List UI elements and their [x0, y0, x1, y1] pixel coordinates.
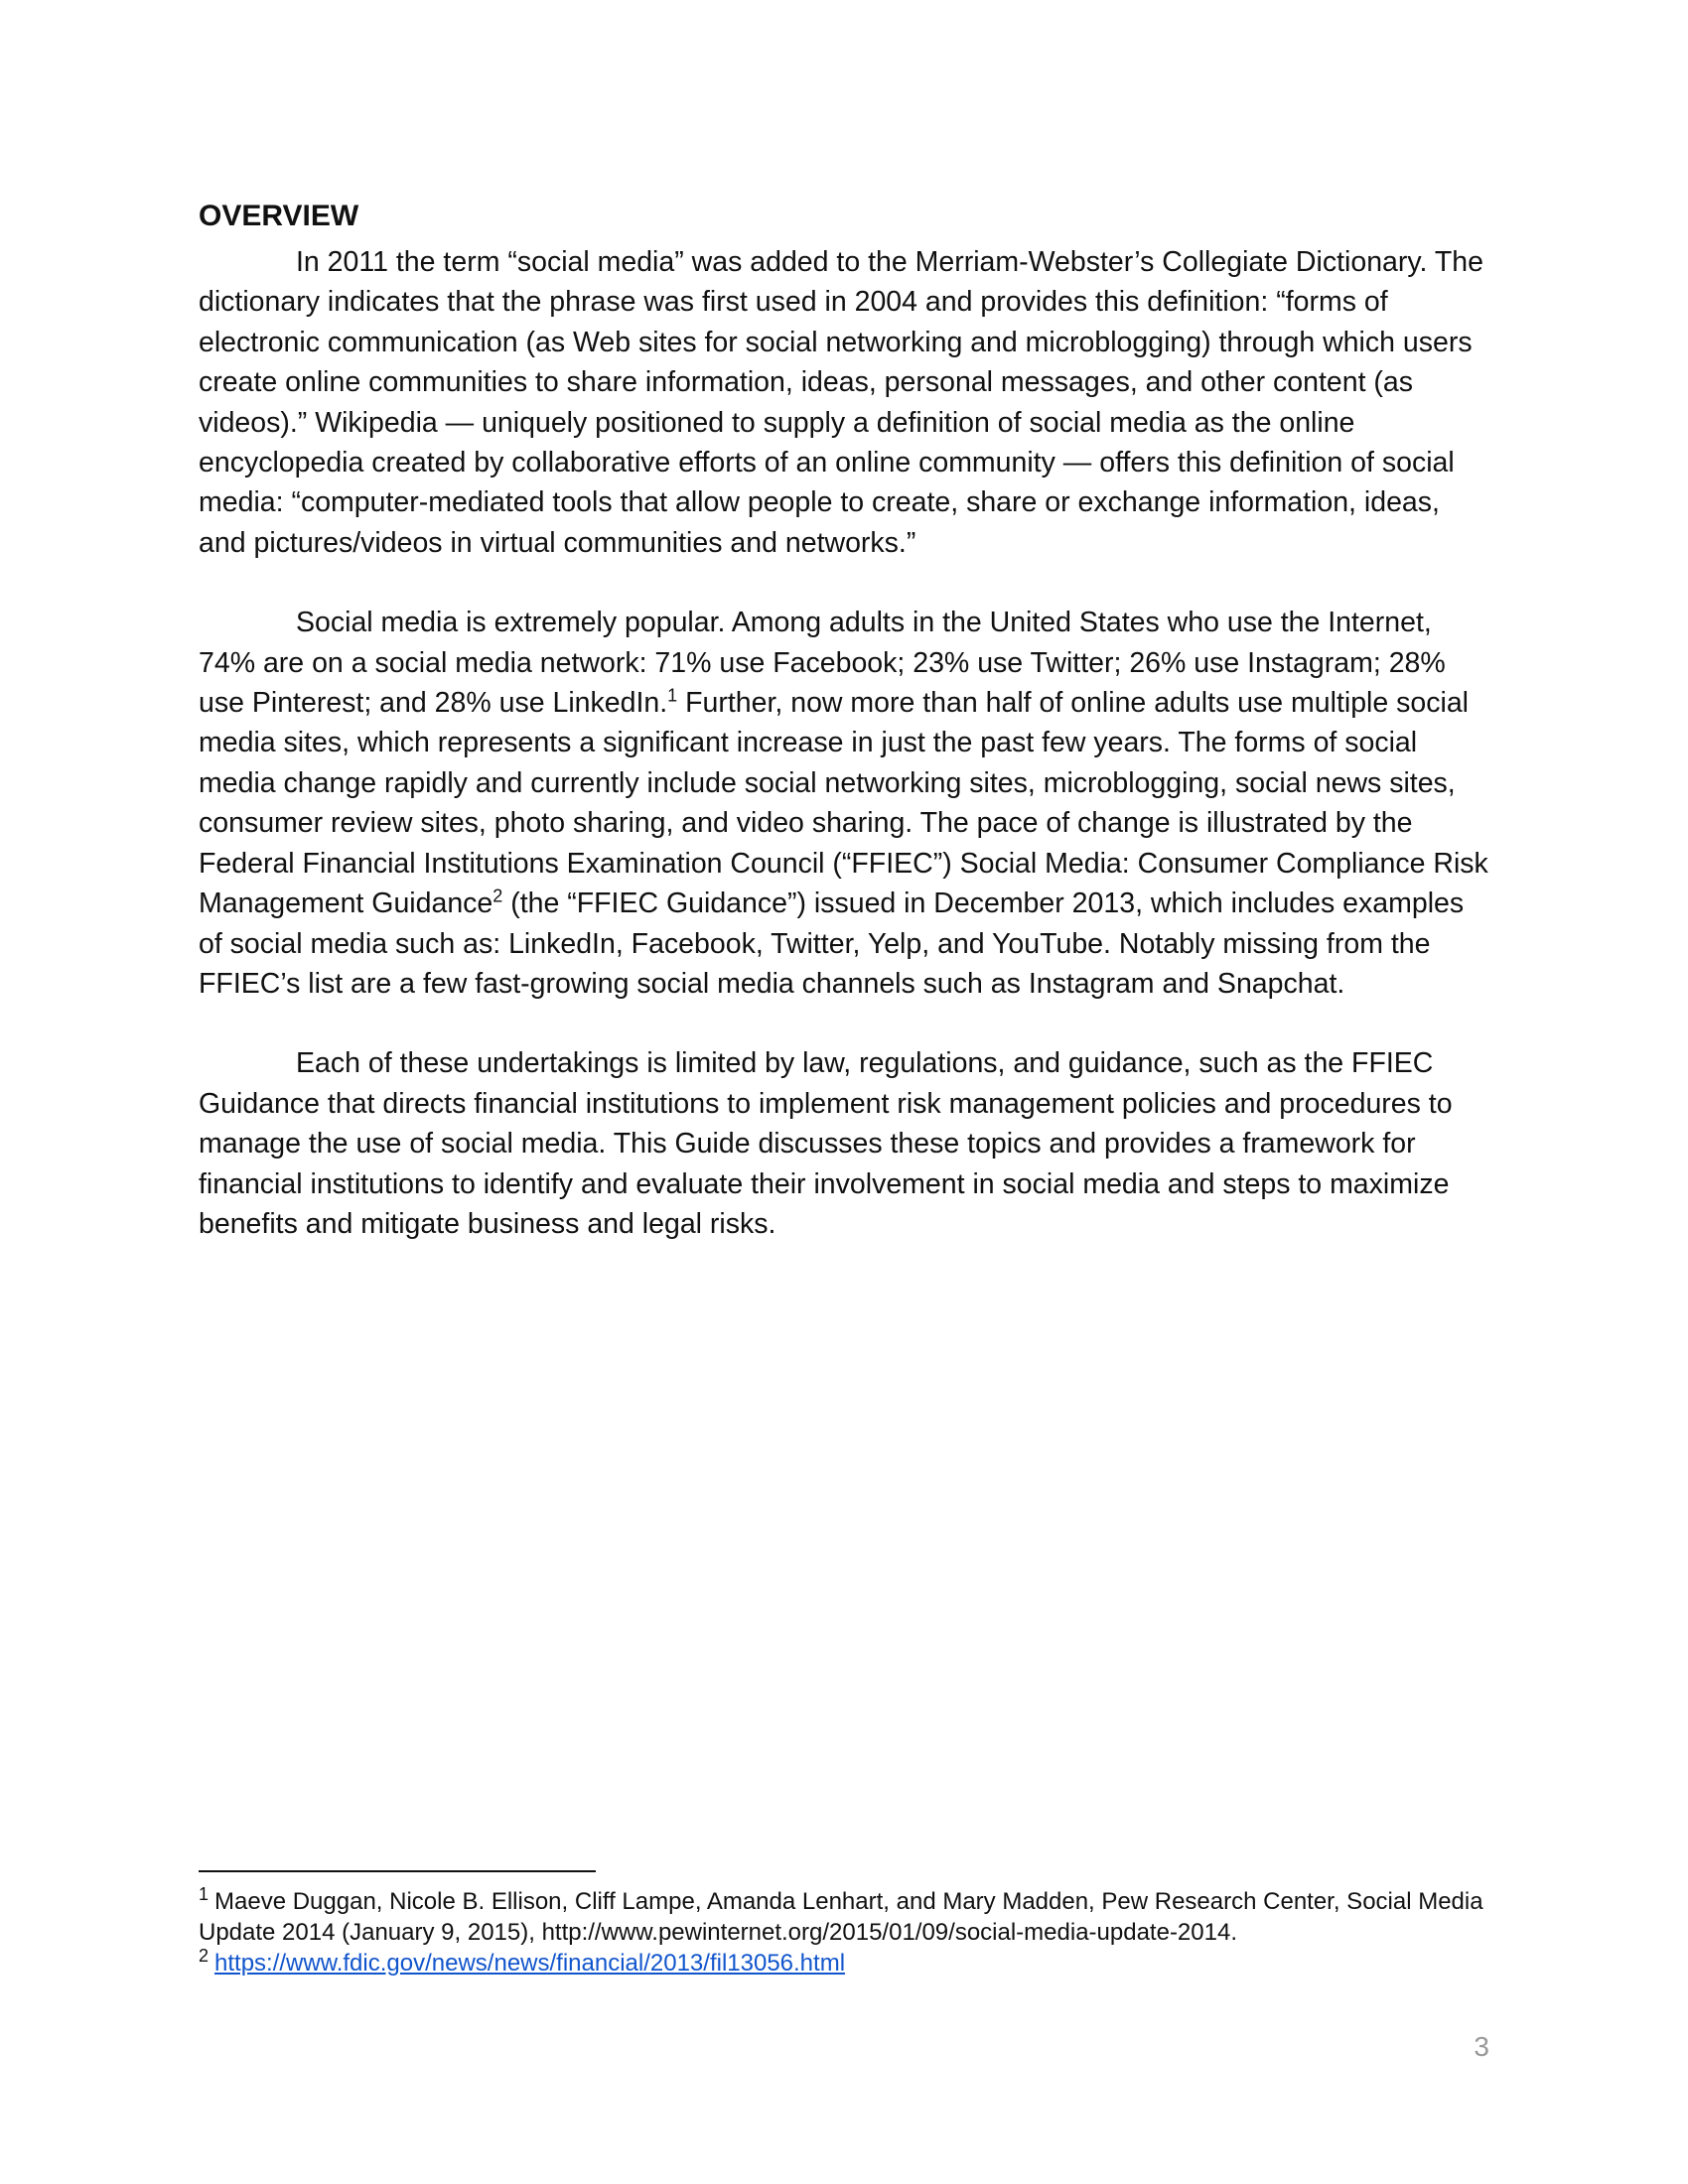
paragraph-popularity-part-a: Social media is extremely popular. Among adults in the United States who use the Internet, 74% are on a social media network: 71% use Facebook; 23% use Twitter; 26% use Instagram; 28% use Pinterest; and 28% use LinkedIn. — [199, 607, 1446, 720]
page-number: 3 — [1474, 2031, 1489, 2062]
paragraph-popularity-part-b: Further, now more than half of online adults use multiple social media sites, which represents a significant increase in just the past few years. The forms of social media change rapidly and currently include social networking sites, microblogging, social news sites, consumer review sites, photo sharing, and video sharing. The pace of change is illustrated by the Federal Financial Institutions Examination Council (“FFIEC”) Social Media: Consumer Compliance Risk Management Guidance — [199, 687, 1488, 920]
footnote-ref-1[interactable]: 1 — [667, 685, 678, 706]
footnote-ref-2[interactable]: 2 — [492, 886, 503, 906]
paragraph-popularity-part-c: (the “FFIEC Guidance”) issued in December 2013, which includes examples of social media such as: LinkedIn, Facebook, Twitter, Yelp, and YouTube. Notably missing from the FFIEC’s list are a few fast-growing social media channels such as Instagram and Snapchat. — [199, 887, 1465, 1000]
footnote-2 — [199, 1948, 1489, 1979]
footnote-1 — [199, 1886, 1489, 1948]
footnote-divider — [199, 1870, 596, 1872]
footnote-link[interactable]: https://www.fdic.gov/news/news/financial/2013/fil13056.html — [214, 1950, 846, 1977]
paragraph-definition: In 2011 the term “social media” was added to the Merriam-Webster’s Collegiate Dictionary. The dictionary indicates that the phrase was first used in 2004 and provides this definition: “forms of electronic communication (as Web sites for social networking and microblogging) through which users create online communities to share information, ideas, personal messages, and other content (as videos).” Wikipedia — uniquely positioned to supply a definition of social media as the online encyclopedia created by collaborative efforts of an online community — offers this definition of social media: “computer-mediated tools that allow people to create, share or exchange information, ideas, and pictures/videos in virtual communities and networks.” — [199, 246, 1483, 559]
paragraph-guidance: Each of these undertakings is limited by law, regulations, and guidance, such as the FFIEC Guidance that directs financial institutions to implement risk management policies and procedures to manage the use of social media. This Guide discusses these topics and provides a framework for financial institutions to identify and evaluate their involvement in social media and steps to maximize benefits and mitigate business and legal risks. — [199, 1047, 1453, 1240]
footnote-number: 1 — [199, 1884, 210, 1904]
main-content — [199, 197, 1489, 1284]
section-heading: OVERVIEW — [199, 200, 359, 232]
footnotes — [199, 1886, 1489, 1979]
footnote-number: 2 — [199, 1946, 210, 1966]
footnote-text: Maeve Duggan, Nicole B. Ellison, Cliff Lampe, Amanda Lenhart, and Mary Madden, Pew Research Center, Social Media Update 2014 (January 9, 2015), http://www.pewinternet.org/2015/01/09/social-media-update-2014. — [199, 1888, 1483, 1946]
paragraph-popularity — [199, 603, 1489, 1004]
